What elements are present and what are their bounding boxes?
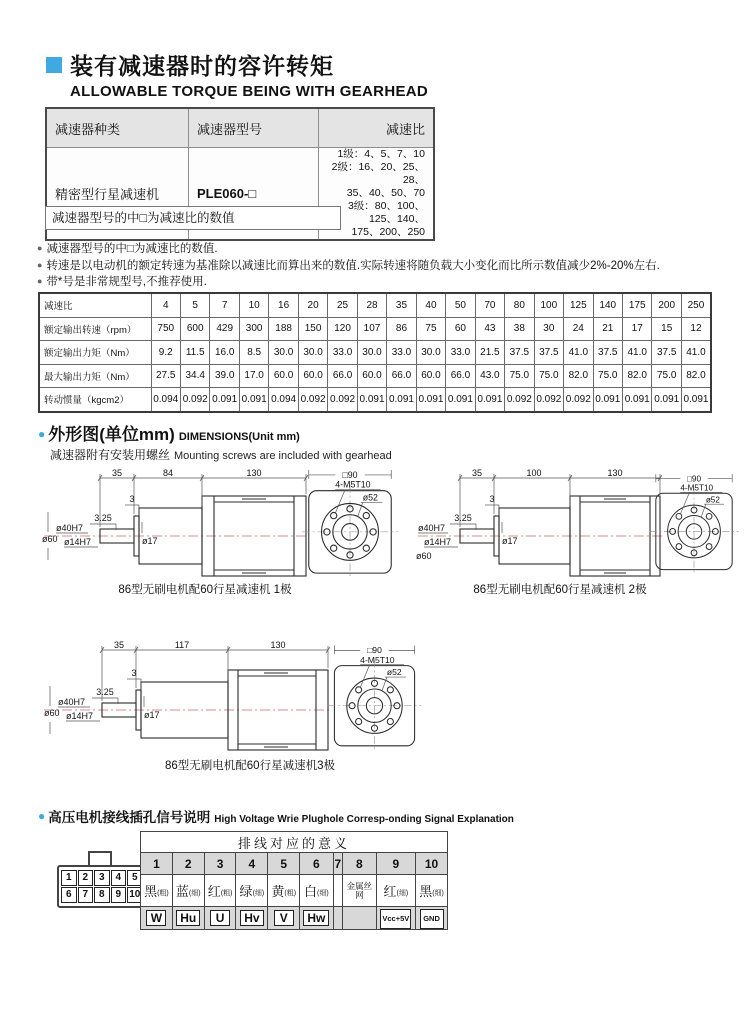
- pin-number-cell: 2: [172, 853, 204, 875]
- spec-cell: 82.0: [623, 364, 652, 388]
- wire-color-cell: [172, 875, 204, 907]
- spec-cell: 33.0: [446, 341, 475, 365]
- pin-number-cell: 1: [141, 853, 173, 875]
- spec-cell: 41.0: [564, 341, 593, 365]
- wire-thickness-tag: (粗): [220, 890, 233, 897]
- spec-cell: 188: [269, 317, 298, 341]
- pin-number-cell: 6: [300, 853, 333, 875]
- spec-cell: 175: [623, 293, 652, 317]
- dim-label: 84: [162, 468, 174, 478]
- flange-square-label: □90: [342, 469, 358, 480]
- wire-color-name: 绿: [239, 884, 253, 899]
- wire-color-name: 黑: [419, 884, 433, 899]
- dimension-drawing-1stage-side: [42, 464, 310, 592]
- flange-bolts-label: 4-M5T10: [335, 479, 371, 490]
- dim-label: 3: [131, 668, 137, 678]
- pin-number-cell: 9: [376, 853, 416, 875]
- spec-row-label: 额定输出转速（rpm）: [39, 317, 151, 341]
- spec-cell: 0.092: [328, 388, 357, 412]
- spec-cell: 33.0: [328, 341, 357, 365]
- spec-cell: 0.092: [180, 388, 209, 412]
- spec-cell: 0.092: [564, 388, 593, 412]
- spec-row-label: 额定输出力矩（Nm）: [39, 341, 151, 365]
- spec-cell: 27.5: [151, 364, 180, 388]
- dim-label: ø60: [42, 534, 58, 544]
- dim-label: ø17: [142, 536, 158, 546]
- note-text: 减速器型号的中□为减速比的数值.: [46, 243, 218, 255]
- signal-label: Hv: [240, 910, 263, 926]
- note-item: [37, 274, 737, 291]
- bullet-icon: ●: [37, 243, 43, 253]
- spec-cell: 0.091: [210, 388, 239, 412]
- wire-thickness-tag: (细): [252, 890, 265, 897]
- signal-label: Vcc+5V: [380, 909, 411, 929]
- plug-row-2: [61, 887, 146, 903]
- spec-cell: 0.091: [387, 388, 416, 412]
- connector-heading-en: High Voltage Wrie Plughole Corresp-onding Signal Explanation: [214, 814, 514, 825]
- spec-cell: 0.091: [446, 388, 475, 412]
- dimension-drawing-3stage-side: [42, 634, 334, 769]
- plug-body: [57, 865, 150, 908]
- dim-label: 100: [526, 468, 542, 478]
- dim-label: ø40H7: [56, 523, 84, 533]
- spec-cell: 37.5: [593, 341, 622, 365]
- dim-label: ø40H7: [418, 523, 446, 533]
- flange-circle-label: ø52: [386, 667, 402, 678]
- spec-cell: 37.5: [505, 341, 534, 365]
- blue-dot-icon: ●: [38, 809, 46, 823]
- wire-color-name: 黑: [144, 884, 158, 899]
- wire-color-cell: [343, 875, 376, 907]
- spec-cell: 250: [681, 293, 711, 317]
- spec-cell: 41.0: [681, 341, 711, 365]
- color-row: [141, 875, 448, 907]
- spec-cell: 0.091: [623, 388, 652, 412]
- plug-pin: 9: [111, 887, 127, 903]
- dimensions-heading-en: DIMENSIONS(Unit mm): [178, 431, 300, 443]
- signal-label: U: [210, 910, 230, 926]
- spec-cell: 82.0: [681, 364, 711, 388]
- dimensions-sub-en: Mounting screws are included with gearhead: [174, 450, 392, 462]
- wire-color-cell: [236, 875, 268, 907]
- ratio-line: 35、40、50、70: [346, 187, 425, 199]
- ratio-line: 175、200、250: [351, 226, 425, 238]
- pin-number-cell: 7: [333, 853, 343, 875]
- note-item: [37, 241, 737, 258]
- spec-cell: 600: [180, 317, 209, 341]
- spec-row: [39, 388, 711, 412]
- spec-row-label: 减速比: [39, 293, 151, 317]
- dim-label: 35: [113, 640, 125, 650]
- dim-label: 3.25: [96, 687, 114, 697]
- signal-cell: [416, 907, 448, 930]
- wiring-table: [140, 831, 448, 930]
- drawing-caption-2: 86型无刷电机配60行星减速机 2极: [473, 584, 647, 596]
- spec-cell: 0.091: [652, 388, 681, 412]
- note-text: 带*号是非常规型号,不推荐使用.: [46, 276, 207, 288]
- plug-pin: 6: [61, 887, 77, 903]
- spec-cell: 16.0: [210, 341, 239, 365]
- spec-cell: 4: [151, 293, 180, 317]
- wire-color-cell: [333, 875, 343, 907]
- blue-square-icon: [46, 57, 62, 73]
- pin-row: [141, 853, 448, 875]
- spec-cell: 0.094: [151, 388, 180, 412]
- plug-pin: 5: [127, 870, 143, 886]
- spec-cell: 10: [239, 293, 268, 317]
- dimensions-subheading: [50, 446, 392, 463]
- wire-color-cell: [141, 875, 173, 907]
- drawing-caption-3: 86型无刷电机配60行星减速机3极: [165, 760, 335, 772]
- spec-cell: 17.0: [239, 364, 268, 388]
- plug-pin: 10: [127, 887, 143, 903]
- spec-cell: 60.0: [269, 364, 298, 388]
- wire-thickness-tag: (细): [396, 890, 409, 897]
- signal-cell: [236, 907, 268, 930]
- spec-cell: 7: [210, 293, 239, 317]
- signal-cell: [141, 907, 173, 930]
- gearhead-col-type: 减速器种类: [46, 108, 189, 148]
- spec-cell: 33.0: [387, 341, 416, 365]
- pin-number-cell: 3: [204, 853, 236, 875]
- dim-label: 3: [129, 494, 135, 504]
- wire-color-name: 金属丝网: [346, 880, 373, 900]
- page-title-zh: 装有减速器时的容许转矩: [70, 53, 334, 79]
- wire-color-cell: [300, 875, 333, 907]
- spec-cell: 43.0: [475, 364, 504, 388]
- spec-cell: 75.0: [534, 364, 563, 388]
- spec-cell: 0.091: [239, 388, 268, 412]
- spec-cell: 66.0: [446, 364, 475, 388]
- dim-label: ø60: [44, 708, 60, 718]
- spec-cell: 40: [416, 293, 445, 317]
- spec-cell: 38: [505, 317, 534, 341]
- spec-cell: 30.0: [416, 341, 445, 365]
- spec-cell: 21.5: [475, 341, 504, 365]
- signal-row: [141, 907, 448, 930]
- ratio-line: 1级：4、5、7、10: [337, 148, 425, 160]
- spec-cell: 30: [534, 317, 563, 341]
- dim-label: ø17: [502, 536, 518, 546]
- dimensions-heading: [38, 420, 300, 445]
- spec-cell: 34.4: [180, 364, 209, 388]
- spec-cell: 12: [681, 317, 711, 341]
- flange-square-label: □90: [686, 474, 702, 484]
- spec-cell: 75.0: [652, 364, 681, 388]
- spec-cell: 20: [298, 293, 327, 317]
- dim-label: ø40H7: [58, 697, 86, 707]
- flange-bolts-label: 4-M5T10: [360, 654, 395, 665]
- note-text: 转速是以电动机的额定转速为基准除以减速比而算出来的数值.实际转速将随负载大小变化而比所示数值减少2%-20%左右.: [46, 259, 660, 272]
- flange-circle-label: ø52: [362, 492, 378, 503]
- signal-label: W: [146, 910, 166, 926]
- plug-pin: 3: [94, 870, 110, 886]
- spec-cell: 0.091: [593, 388, 622, 412]
- gearhead-col-ratio: 减速比: [319, 108, 435, 148]
- wire-color-name: 白: [304, 884, 318, 899]
- spec-cell: 120: [328, 317, 357, 341]
- wire-color-name: 红: [207, 884, 221, 899]
- dim-label: 3: [489, 494, 495, 504]
- spec-cell: 125: [564, 293, 593, 317]
- connector-plug-illustration: [57, 851, 149, 908]
- dimensions-sub-zh: 减速器附有安装用螺丝: [50, 448, 171, 462]
- blue-dot-icon: ●: [38, 427, 46, 441]
- signal-label: V: [274, 910, 294, 926]
- spec-cell: 70: [475, 293, 504, 317]
- dim-label: ø14H7: [424, 537, 452, 547]
- wire-color-name: 黄: [271, 884, 285, 899]
- flange-bolts-label: 4-M5T10: [680, 483, 714, 493]
- spec-cell: 75.0: [593, 364, 622, 388]
- spec-cell: 50: [446, 293, 475, 317]
- spec-cell: 150: [298, 317, 327, 341]
- spec-cell: 60: [446, 317, 475, 341]
- ratio-line: 2级：16、20、25、28、: [331, 161, 425, 186]
- dim-label: 3.25: [94, 513, 112, 523]
- pin-number-cell: 8: [343, 853, 376, 875]
- bullet-icon: ●: [37, 276, 43, 286]
- spec-cell: 0.092: [534, 388, 563, 412]
- dim-label: ø14H7: [66, 711, 94, 721]
- title-block: [46, 48, 428, 100]
- spec-cell: 60.0: [298, 364, 327, 388]
- plug-pin: 8: [94, 887, 110, 903]
- spec-row: [39, 364, 711, 388]
- spec-cell: 107: [357, 317, 386, 341]
- spec-cell: 41.0: [623, 341, 652, 365]
- spec-cell: 0.091: [475, 388, 504, 412]
- signal-cell: [376, 907, 416, 930]
- plug-row-1: [61, 870, 146, 886]
- spec-cell: 15: [652, 317, 681, 341]
- dim-label: 117: [174, 640, 190, 650]
- dim-label: 35: [111, 468, 123, 478]
- spec-cell: 0.092: [298, 388, 327, 412]
- spec-cell: 200: [652, 293, 681, 317]
- signal-cell: [172, 907, 204, 930]
- spec-cell: 66.0: [328, 364, 357, 388]
- dim-label: ø17: [144, 710, 160, 720]
- plug-pin: 4: [111, 870, 127, 886]
- dim-label: ø60: [416, 551, 432, 561]
- spec-cell: 0.091: [416, 388, 445, 412]
- spec-row: [39, 341, 711, 365]
- signal-cell: [300, 907, 333, 930]
- dim-label: 3.25: [454, 513, 472, 523]
- spec-cell: 30.0: [269, 341, 298, 365]
- signal-cell: [333, 907, 343, 930]
- notes-list: [37, 241, 737, 291]
- spec-table: [38, 292, 712, 413]
- spec-cell: 37.5: [534, 341, 563, 365]
- wire-color-name: 蓝: [175, 884, 189, 899]
- connector-heading: [38, 806, 514, 827]
- spec-cell: 28: [357, 293, 386, 317]
- wire-thickness-tag: (细): [188, 890, 201, 897]
- wire-color-cell: [268, 875, 300, 907]
- spec-cell: 750: [151, 317, 180, 341]
- spec-cell: 8.5: [239, 341, 268, 365]
- wire-thickness-tag: (细): [317, 890, 329, 897]
- spec-cell: 429: [210, 317, 239, 341]
- dimension-drawing-2stage-flange: [644, 466, 744, 586]
- spec-cell: 43: [475, 317, 504, 341]
- spec-cell: 9.2: [151, 341, 180, 365]
- dim-label: 35: [471, 468, 483, 478]
- signal-cell: [204, 907, 236, 930]
- wiring-table-title: 排线对应的意义: [141, 832, 448, 853]
- pin-number-cell: 4: [236, 853, 268, 875]
- dim-label: 130: [246, 468, 262, 478]
- spec-cell: 100: [534, 293, 563, 317]
- spec-cell: 39.0: [210, 364, 239, 388]
- dimension-drawing-3stage-flange: [322, 640, 427, 760]
- spec-cell: 17: [623, 317, 652, 341]
- page-title-en: ALLOWABLE TORQUE BEING WITH GEARHEAD: [70, 83, 429, 100]
- pin-number-cell: 5: [268, 853, 300, 875]
- spec-row: [39, 317, 711, 341]
- wire-color-cell: [204, 875, 236, 907]
- signal-cell: [343, 907, 376, 930]
- gearhead-type-cell: 精密型行星减速机: [46, 148, 189, 241]
- dim-label: 130: [270, 640, 286, 650]
- spec-cell: 11.5: [180, 341, 209, 365]
- plug-tab: [88, 851, 112, 865]
- gearhead-model-cell: PLE060-□: [189, 148, 319, 241]
- flange-square-label: □90: [367, 645, 382, 656]
- wire-color-cell: [376, 875, 416, 907]
- dim-label: ø14H7: [64, 537, 92, 547]
- signal-label: Hw: [303, 910, 329, 926]
- spec-row: [39, 293, 711, 317]
- spec-cell: 140: [593, 293, 622, 317]
- dimension-drawing-1stage-flange: [296, 466, 404, 586]
- spec-cell: 60.0: [357, 364, 386, 388]
- dimension-drawing-2stage-side: [416, 464, 664, 592]
- wire-color-name: 红: [383, 884, 397, 899]
- note-item: [37, 258, 737, 275]
- spec-cell: 0.091: [357, 388, 386, 412]
- spec-row-label: 转动惯量（kgcm2）: [39, 388, 151, 412]
- plug-pin: 2: [78, 870, 94, 886]
- spec-cell: 21: [593, 317, 622, 341]
- ratio-line: 3级：80、100、125、140、: [347, 200, 425, 225]
- wire-color-cell: [416, 875, 448, 907]
- spec-cell: 24: [564, 317, 593, 341]
- spec-cell: 30.0: [357, 341, 386, 365]
- spec-cell: 35: [387, 293, 416, 317]
- wire-thickness-tag: (细): [432, 890, 444, 897]
- spec-cell: 37.5: [652, 341, 681, 365]
- spec-cell: 86: [387, 317, 416, 341]
- signal-label: GND: [420, 909, 444, 929]
- bullet-icon: ●: [37, 259, 43, 270]
- spec-cell: 16: [269, 293, 298, 317]
- wire-thickness-tag: (粗): [284, 890, 297, 897]
- spec-cell: 82.0: [564, 364, 593, 388]
- spec-cell: 0.094: [269, 388, 298, 412]
- signal-label: Hu: [176, 910, 200, 926]
- connector-heading-zh: 高压电机接线插孔信号说明: [48, 810, 211, 825]
- flange-circle-label: ø52: [705, 495, 720, 505]
- spec-cell: 75.0: [505, 364, 534, 388]
- spec-cell: 5: [180, 293, 209, 317]
- signal-cell: [268, 907, 300, 930]
- dim-label: 130: [607, 468, 623, 478]
- dimensions-heading-zh: 外形图(单位mm): [48, 425, 175, 444]
- model-note-box: 减速器型号的中□为减速比的数值: [45, 206, 341, 230]
- wire-thickness-tag: (粗): [157, 890, 169, 897]
- plug-pin: 1: [61, 870, 77, 886]
- spec-cell: 66.0: [387, 364, 416, 388]
- spec-cell: 75: [416, 317, 445, 341]
- spec-cell: 0.091: [681, 388, 711, 412]
- spec-cell: 60.0: [416, 364, 445, 388]
- pin-number-cell: 10: [416, 853, 448, 875]
- spec-row-label: 最大输出力矩（Nm）: [39, 364, 151, 388]
- spec-cell: 25: [328, 293, 357, 317]
- plug-pin: 7: [78, 887, 94, 903]
- spec-cell: 0.092: [505, 388, 534, 412]
- spec-cell: 80: [505, 293, 534, 317]
- drawing-caption-1: 86型无刷电机配60行星减速机 1极: [118, 584, 292, 596]
- spec-cell: 30.0: [298, 341, 327, 365]
- spec-cell: 300: [239, 317, 268, 341]
- spec-table-body: [39, 293, 711, 412]
- gearhead-col-model: 减速器型号: [189, 108, 319, 148]
